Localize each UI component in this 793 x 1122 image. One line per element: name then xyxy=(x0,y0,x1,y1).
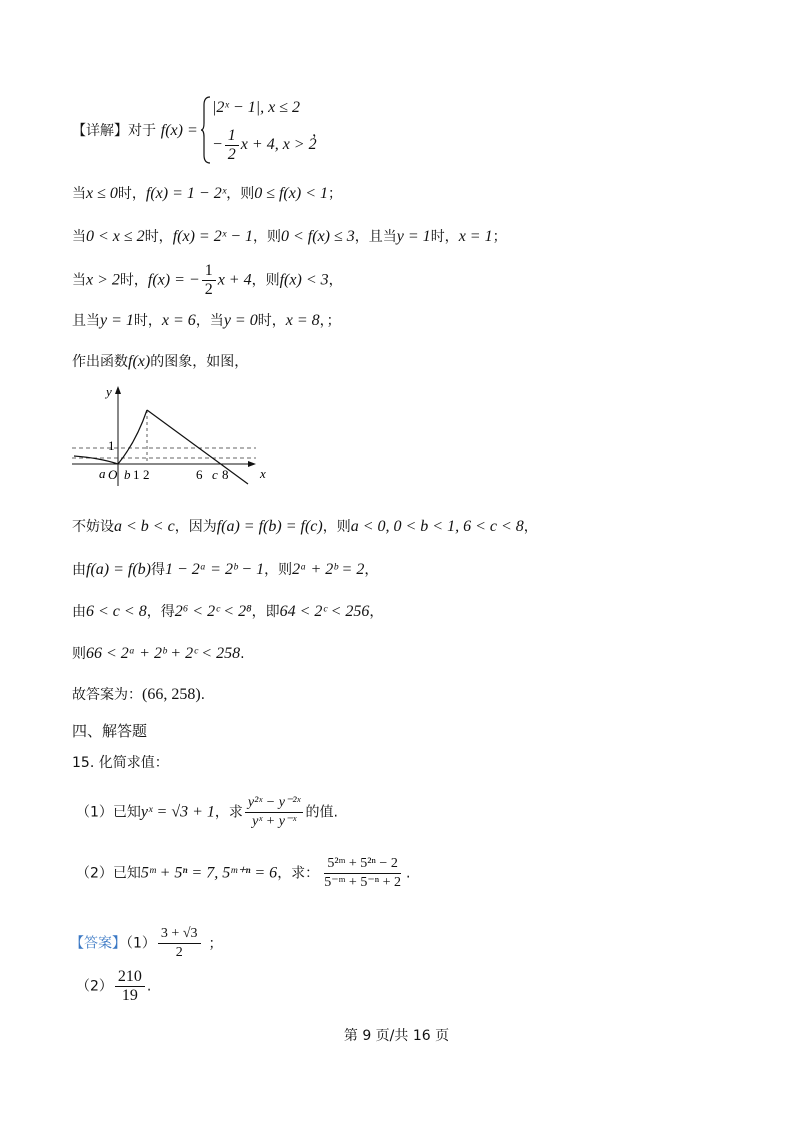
from-ab-line xyxy=(72,559,378,580)
graph-tick-6: 6 xyxy=(196,467,203,482)
case-3-frac xyxy=(202,262,216,299)
detail-label: 【详解】 xyxy=(72,123,128,139)
case-3-expr-tail: x + 4 xyxy=(217,271,252,289)
answer-2-frac xyxy=(115,968,145,1005)
case-2-end: ； xyxy=(492,229,507,245)
case-1-expr: f(x) = 1 − 2ˣ xyxy=(145,185,227,202)
suppose-t1: 不妨设 xyxy=(72,519,114,535)
page-footer: 第 9 页/共 16 页 xyxy=(343,1028,450,1044)
sub-1-given: yˣ = √3 + 1 xyxy=(140,803,215,821)
y-axis-arrow-icon xyxy=(115,386,121,394)
graph-one-label: 1 xyxy=(108,438,115,453)
case-2-then: ，则 xyxy=(253,229,281,245)
case-4-x8: x = 8 xyxy=(285,312,320,329)
then-sum-ineq: 66 < 2ᵃ + 2ᵇ + 2ᶜ < 258 xyxy=(86,645,241,662)
case-2-line xyxy=(72,226,507,247)
case-2-cond: 0 < x ≤ 2 xyxy=(86,228,145,245)
case-2-and: ，且当 xyxy=(354,229,397,245)
answer-sep: ； xyxy=(208,935,223,952)
from-c-t1: 由 xyxy=(72,604,86,620)
sub-1-label: （1）已知 xyxy=(76,804,141,821)
case-2-when: 当 xyxy=(72,229,86,245)
curve-exp xyxy=(118,410,147,464)
case-2-shi: 时， xyxy=(144,229,173,245)
from-c-ineq: 2⁶ < 2ᶜ < 2⁸ xyxy=(174,603,252,620)
graph-intro-fx: f(x) xyxy=(128,353,151,370)
suppose-end: ， xyxy=(523,519,538,535)
case-4-end: ，； xyxy=(319,313,341,329)
then-sum-line xyxy=(72,643,245,664)
case-3-den: 2 xyxy=(204,281,213,298)
case-3-expr-head: f(x) = − xyxy=(147,271,200,289)
from-ab-t2: 得 xyxy=(151,562,165,578)
case-4-x6: x = 6 xyxy=(161,312,196,329)
answer-part-1-label: （1） xyxy=(126,935,156,952)
answer-1-frac xyxy=(158,925,201,962)
sub-2-label: （2）已知 xyxy=(76,865,141,882)
case-1-when: 当 xyxy=(72,186,86,202)
from-c-t3: ，即 xyxy=(251,604,280,620)
answer-1-den: 2 xyxy=(175,945,183,960)
suppose-eq: f(a) = f(b) = f(c) xyxy=(216,518,323,535)
answer-part-2-label: （2） xyxy=(76,978,113,995)
curve-left xyxy=(74,456,118,464)
case-2-range: 0 < f(x) ≤ 3 xyxy=(281,228,355,245)
case-4-shi: 时， xyxy=(133,313,162,329)
sub-2-frac xyxy=(321,855,404,892)
graph-tick-2: 2 xyxy=(143,467,150,482)
graph-tick-8: 8 xyxy=(222,467,229,482)
case-3-cond: x > 2 xyxy=(86,271,120,289)
graph-tick-a: a xyxy=(99,466,106,481)
case-4-y0: y = 0 xyxy=(223,312,258,329)
graph-tick-1: 1 xyxy=(133,467,140,482)
case-1-cond: x ≤ 0 xyxy=(86,185,118,202)
case-1-shi: 时， xyxy=(117,186,146,202)
case-3-when: 当 xyxy=(72,272,86,289)
sub-1-tail: 的值. xyxy=(305,804,338,821)
from-c-end: ， xyxy=(369,604,384,620)
answer-2-end: . xyxy=(146,978,152,995)
sub-2-num: 5²ᵐ + 5²ⁿ − 2 xyxy=(324,855,400,874)
graph-tick-c: c xyxy=(212,467,218,482)
from-c-line xyxy=(72,601,383,622)
answer-summary-value: (66, 258) xyxy=(142,686,201,703)
sub-2-ask: ，求： xyxy=(277,865,320,882)
case-2-y1: y = 1 xyxy=(396,228,431,245)
case-4-shi2: 时， xyxy=(257,313,286,329)
detail-fx: f(x) = xyxy=(160,122,198,139)
case-3-shi: 时， xyxy=(119,272,148,289)
from-c-t2: ，得 xyxy=(146,604,175,620)
sub-1-num: y²ˣ − y⁻²ˣ xyxy=(245,794,304,813)
case-4-line xyxy=(72,310,341,331)
answer-line-1 xyxy=(70,925,223,962)
from-ab-eq: f(a) = f(b) xyxy=(86,561,151,578)
case-1-line xyxy=(72,183,342,204)
suppose-t3: ，则 xyxy=(322,519,351,535)
piece-2-sign: − xyxy=(212,136,223,154)
piece-2-num: 1 xyxy=(225,127,239,146)
piece-1: |2ˣ − 1|, x ≤ 2 xyxy=(212,99,300,116)
sub-2-given: 5ᵐ + 5ⁿ = 7, 5ᵐ⁺ⁿ = 6 xyxy=(140,864,278,882)
suppose-t2: ，因为 xyxy=(174,519,217,535)
piece-2-tail: x + 4, x > 2 xyxy=(240,136,317,154)
detail-intro: 对于 xyxy=(128,123,156,139)
graph-intro-t2: 的图象，如图， xyxy=(150,354,249,370)
answer-1-num: 3 + √3 xyxy=(158,925,201,944)
answer-summary-line xyxy=(72,684,205,705)
from-ab-eq2: 1 − 2ᵃ = 2ᵇ − 1 xyxy=(165,561,265,578)
case-3-then: ，则 xyxy=(251,272,280,289)
detail-trail: ， xyxy=(312,124,326,140)
case-4-when0: ，当 xyxy=(195,313,224,329)
suppose-order: a < b < c xyxy=(114,518,175,535)
suppose-line xyxy=(72,516,538,537)
answer-summary-t1: 故答案为： xyxy=(72,687,142,703)
answer-label: 【答案】 xyxy=(70,935,126,952)
from-ab-t3: ，则 xyxy=(264,562,293,578)
problem-number: 15. xyxy=(72,755,95,771)
sub-2-den: 5⁻ᵐ + 5⁻ⁿ + 2 xyxy=(324,875,402,890)
sub-2-tail: . xyxy=(406,865,411,882)
section-heading: 四、解答题 xyxy=(72,722,148,740)
graph-y-label: y xyxy=(106,384,112,399)
detail-line xyxy=(72,120,198,141)
case-4-and: 且当 xyxy=(72,313,100,329)
from-ab-end: ， xyxy=(364,562,379,578)
answer-2-num: 210 xyxy=(115,968,145,987)
graph-x-label: x xyxy=(260,466,266,481)
answer-2-den: 19 xyxy=(121,987,138,1004)
answer-summary-end: . xyxy=(200,687,206,703)
case-2-expr: f(x) = 2ˣ − 1 xyxy=(172,228,253,245)
from-ab-eq3: 2ᵃ + 2ᵇ = 2 xyxy=(292,561,365,578)
graph-intro-line xyxy=(72,351,248,372)
x-axis-arrow-icon xyxy=(248,461,256,467)
case-1-then: ，则 xyxy=(226,186,255,202)
from-c-ineq2: 64 < 2ᶜ < 256 xyxy=(279,603,370,620)
sub-1-ask: ，求 xyxy=(214,804,243,821)
case-1-range: 0 ≤ f(x) < 1 xyxy=(254,185,328,202)
case-1-end: ； xyxy=(327,186,342,202)
piece-2-frac xyxy=(225,127,239,164)
case-3-num: 1 xyxy=(202,262,216,281)
from-ab-t1: 由 xyxy=(72,562,86,578)
sub-question-1 xyxy=(76,794,338,831)
problem-title: 化简求值： xyxy=(98,755,169,771)
case-2-x1: x = 1 xyxy=(458,228,493,245)
graph-intro-t1: 作出函数 xyxy=(72,354,128,370)
from-c-cond: 6 < c < 8 xyxy=(86,603,147,620)
piecewise-brace-icon xyxy=(200,95,212,165)
then-sum-end: . xyxy=(240,646,245,662)
then-sum-t1: 则 xyxy=(72,646,86,662)
sub-1-den: yˣ + y⁻ˣ xyxy=(252,814,297,829)
suppose-ranges: a < 0, 0 < b < 1, 6 < c < 8 xyxy=(350,518,524,535)
case-3-end: ， xyxy=(328,272,343,289)
case-3-line xyxy=(72,262,343,299)
function-graph xyxy=(70,380,270,488)
piece-2-den: 2 xyxy=(227,146,236,163)
sub-1-frac xyxy=(245,794,304,831)
piece-2 xyxy=(212,127,317,164)
case-4-y1: y = 1 xyxy=(100,312,134,329)
case-3-range: f(x) < 3 xyxy=(279,271,329,289)
graph-tick-b: b xyxy=(124,467,131,482)
case-2-shi2: 时， xyxy=(430,229,459,245)
answer-line-2 xyxy=(76,968,151,1005)
problem-15-title xyxy=(72,753,169,773)
sub-question-2 xyxy=(76,855,410,892)
graph-origin-label: O xyxy=(108,467,118,482)
